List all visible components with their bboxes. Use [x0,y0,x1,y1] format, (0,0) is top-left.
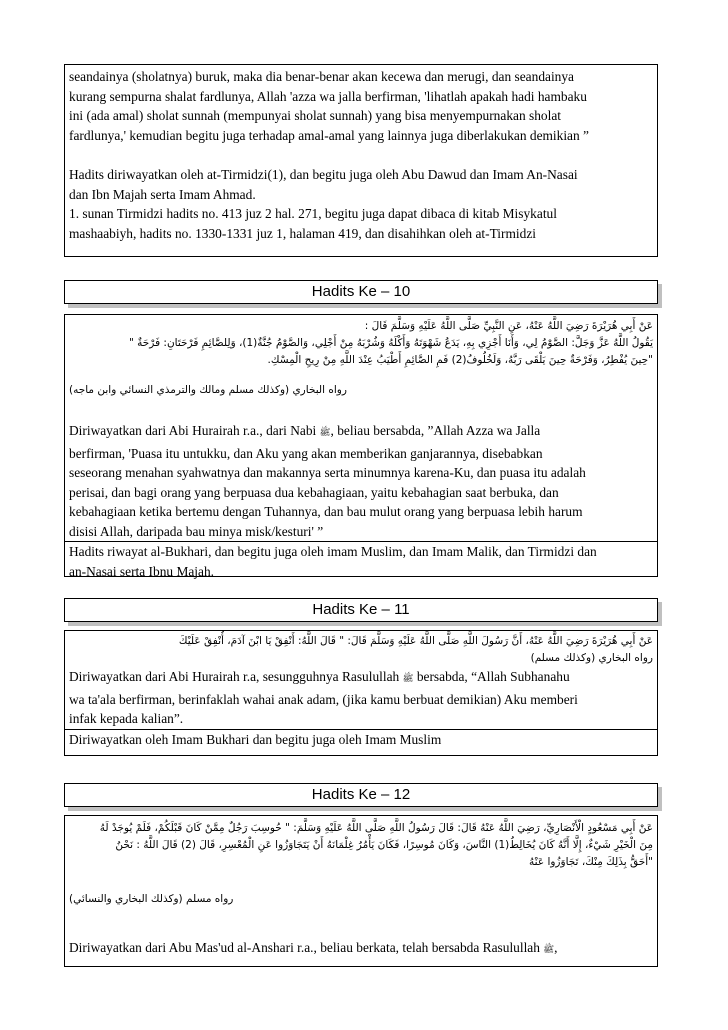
hadith-10-box [64,314,658,577]
arabic-line: عَنْ أَبِي مَسْعُودٍ الْأَنْصَارِيِّ، رَضِيَ اللَّهُ عَنْهُ قَالَ: قَالَ رَسُولُ اللَّهِ صَلَّى اللَّهُ عَلَيْهِ وَسَلَّمَ: " حُوسِبَ رَجُلٌ مِمَّنْ كَانَ قَبْلَكُمْ، فَلَمْ يُوجَدْ لَهُ [99,822,653,834]
body-line: seandainya (sholatnya) buruk, maka dia benar-benar akan kecewa dan merugi, dan seandainya [69,69,575,84]
translation-line: Diriwayatkan dari Abi Hurairah r.a., dari Nabi ﷺ, beliau bersabda, ”Allah Azza wa Jalla [69,423,541,438]
hadith-11-arabic [65,631,657,667]
body-line: kurang sempurna shalat fardlunya, Allah 'azza wa jalla berfirman, 'lihatlah apakah hadi hambaku [69,88,587,104]
hadith-10-arabic [65,315,657,369]
translation-line: Diriwayatkan dari Abi Hurairah r.a, sesungguhnya Rasulullah ﷺ bersabda, “Allah Subhanahu [69,669,570,684]
hadith-10-header [64,280,658,304]
note-line: an-Nasai serta Ibnu Majah. [69,563,215,579]
translation-line: berfirman, 'Puasa itu untukku, dan Aku yang akan memberikan ganjarannya, disebabkan [69,445,543,461]
hadith-12-riwayah: رواه مسلم (وكذلك البخاري والنسائي) [69,893,234,905]
note-line: Diriwayatkan oleh Imam Bukhari dan begitu juga oleh Imam Muslim [69,731,442,747]
hadith-11-header [64,598,658,622]
arabic-line: يَقُولُ اللَّهُ عَزَّ وَجَلَّ: الصَّوْمُ لِي، وَأَنَا أَجْزِي بِهِ، يَدَعُ شَهْوَتَهُ وَأَكْلَهُ وَشُرْبَهُ مِنْ أَجْلِي، وَالصَّوْمُ جُنَّةٌ(1)، وَلِلصَّائِمِ فَرْحَتَانِ: فَرْحَةٌ " [128,337,653,349]
saw-symbol: ﷺ [543,945,555,955]
hadith-10-title: Hadits Ke – 10 [311,283,411,300]
continuation-box [64,64,658,257]
translation-line: infak kepada kalian”. [69,711,184,726]
translation-line: kebahagiaan ketika bertemu dengan Tuhannya, dan bau mulut orang yang berpuasa lebih harum [69,504,583,519]
narration-line: dan Ibn Majah serta Imam Ahmad. [69,186,256,202]
arabic-line: عَنْ أَبِي هُرَيْرَةَ رَضِيَ اللَّهُ عَنْهُ، عَنِ النَّبِيِّ صَلَّى اللَّهُ عَلَيْهِ وَسَلَّمَ قَالَ : [364,320,653,332]
saw-symbol: ﷺ [402,674,414,684]
translation-line: Diriwayatkan dari Abu Mas'ud al-Anshari r.a., beliau berkata, telah bersabda Rasulullah ﷺ, [69,940,558,955]
body-line: ini (ada amal) sholat sunnah (mempunyai sholat sunnah) yang bisa menyempurnakan sholat [69,108,561,123]
footnote-line: 1. sunan Tirmidzi hadits no. 413 juz 2 hal. 271, begitu juga dapat dibaca di kitab Misykatul [69,206,557,221]
hadith-12-box [64,815,658,967]
hadith-12-arabic [65,816,657,871]
saw-symbol: ﷺ [319,428,331,438]
arabic-line: "حِينَ يُفْطِرُ، وَفَرْحَةٌ حِينَ يَلْقَى رَبَّهُ، وَلَخُلُوفُ(2) فَمِ الصَّائِمِ أَطْيَبُ عِنْدَ اللَّهِ مِنْ رِيحِ الْمِسْكِ. [267,354,653,366]
body-line: fardlunya,' kemudian begitu juga terhadap amal-amal yang lainnya juga diberlakukan demikian ” [69,127,589,143]
narration-line: Hadits diriwayatkan oleh at-Tirmidzi(1), dan begitu juga oleh Abu Dawud dan Imam An-Nasai [69,167,578,182]
translation-line: perisai, dan bagi orang yang berpuasa dua kebahagiaan, yaitu kebahagian saat berbuka, dan [69,484,559,500]
arabic-line: عَنْ أَبِي هُرَيْرَةَ رَضِيَ اللَّهُ عَنْهُ، أَنَّ رَسُولَ اللَّهِ صَلَّى اللَّهُ عَلَيْهِ وَسَلَّمَ قَالَ: " قَالَ اللَّهُ: أَنْفِقْ يَا ابْنَ آدَمَ، أُنْفِقْ عَلَيْكَ [178,635,653,647]
translation-line: disisi Allah, daripada bau minya misk/kesturi' ” [69,523,324,539]
hadith-11-box [64,630,658,756]
hadith-10-riwayah: رواه البخاري (وكذلك مسلم ومالك والترمذي النسائي وابن ماجه) [69,384,347,396]
hadith-12-title: Hadits Ke – 12 [311,786,411,803]
arabic-line: مِنَ الْخَيْرِ شَيْءٌ، إِلَّا أَنَّهُ كَانَ يُخَالِطُ(1) النَّاسَ، وَكَانَ مُوسِرًا، فَكَانَ يَأْمُرُ غِلْمَانَهُ أَنْ يَتَجَاوَزُوا عَنِ الْمُعْسِرِ، قَالَ (2) قَالَ اللَّهُ : نَحْنُ [115,839,653,851]
hadith-11-title: Hadits Ke – 11 [312,601,410,618]
arabic-line: رواه البخاري (وكذلك مسلم) [530,652,653,664]
hadith-12-header [64,783,658,807]
footnote-line: mashaabiyh, hadits no. 1330-1331 juz 1, halaman 419, dan disahihkan oleh at-Tirmidzi [69,225,536,241]
note-line: Hadits riwayat al-Bukhari, dan begitu juga oleh imam Muslim, dan Imam Malik, dan Tirmidzi dan [69,544,597,559]
arabic-line: "أَحَقُّ بِذَلِكَ مِنْكَ، تَجَاوَزُوا عَنْهُ [529,856,653,868]
translation-line: wa ta'ala berfirman, berinfaklah wahai anak adam, (jika kamu berbuat demikian) Aku memberi [69,691,578,707]
translation-line: seseorang menahan syahwatnya dan makannya serta minumnya karena-Ku, dan puasa itu adalah [69,465,586,480]
